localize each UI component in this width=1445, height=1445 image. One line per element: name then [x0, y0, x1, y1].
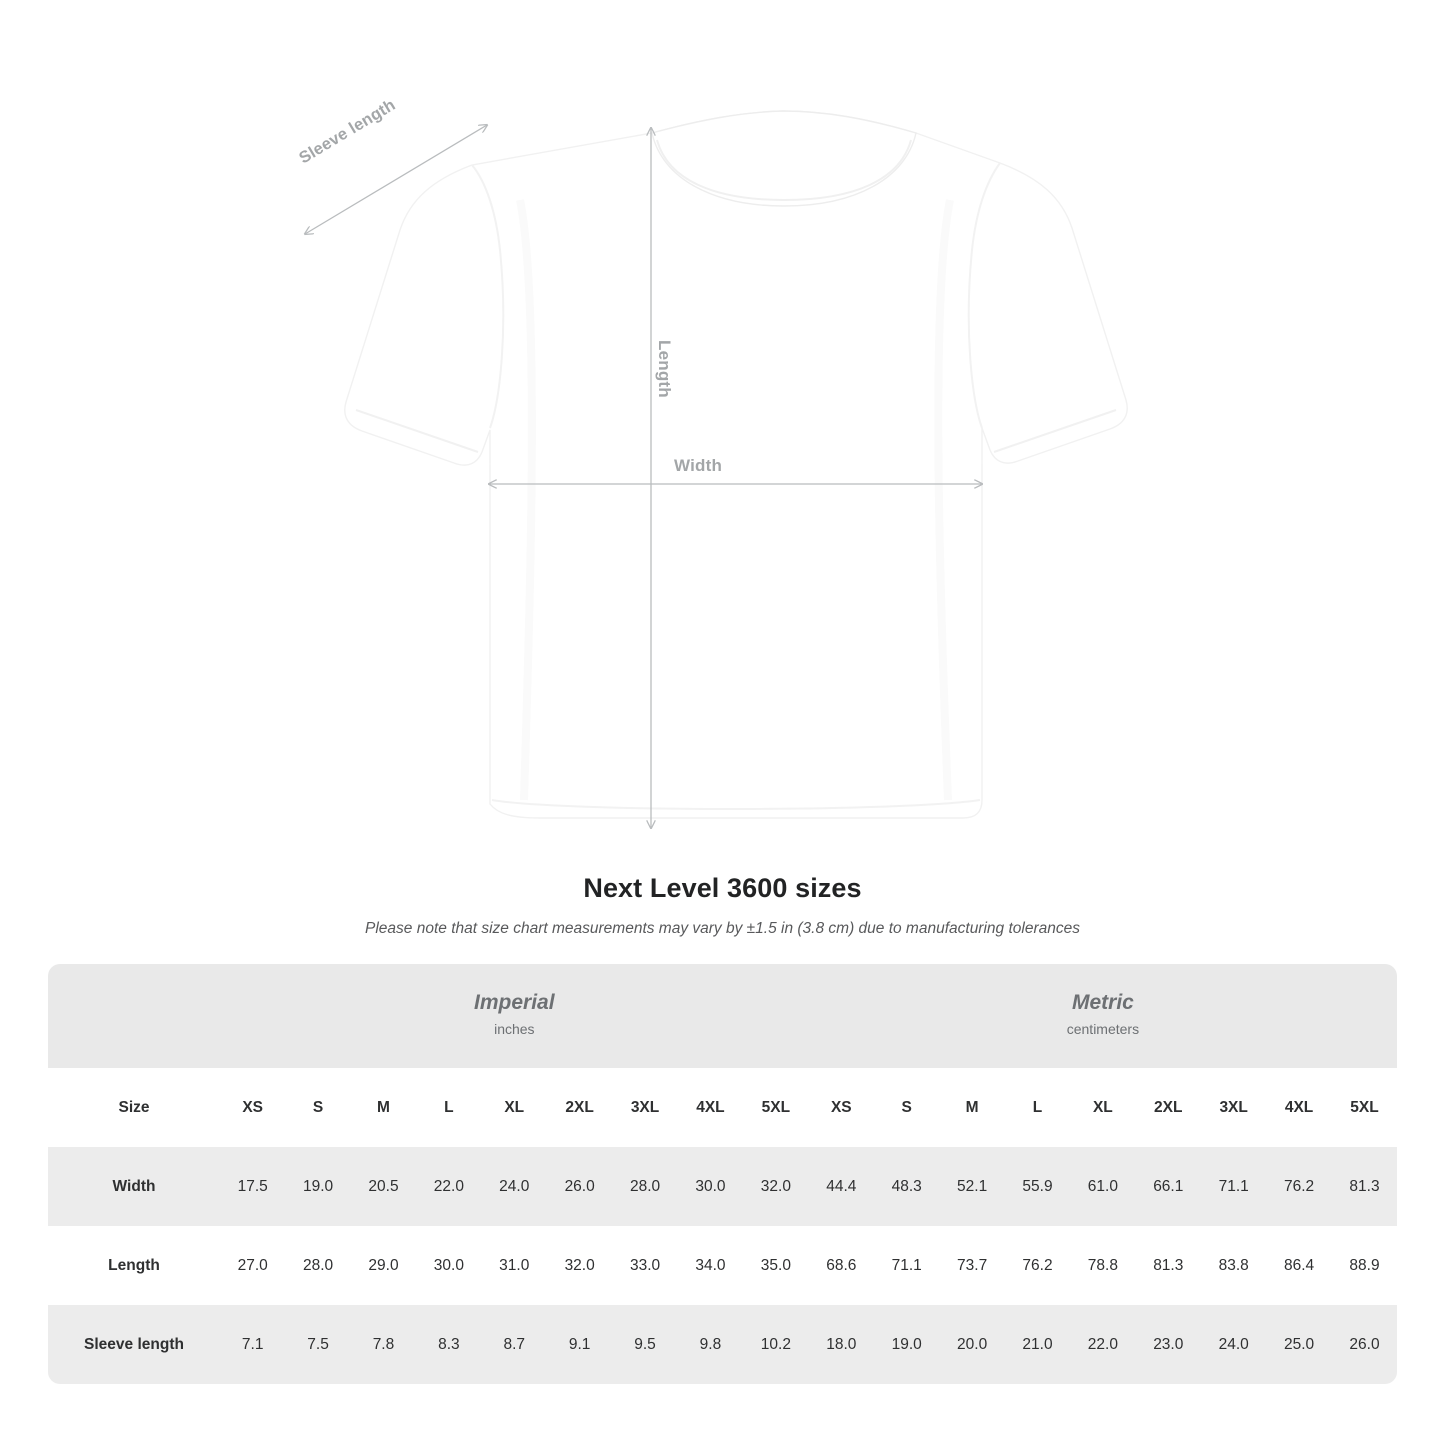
unit-corner-cell: [48, 964, 220, 1068]
cell-width-imperial-2xl: 26.0: [547, 1147, 612, 1226]
cell-width-imperial-l: 22.0: [416, 1147, 481, 1226]
size-label-cell: Size: [118, 1098, 150, 1116]
cell-length-metric-5xl: 88.9: [1332, 1226, 1397, 1305]
cell-length-imperial-m: 29.0: [351, 1226, 416, 1305]
tolerance-note: Please note that size chart measurements may vary by ±1.5 in (3.8 cm) due to manufacturing tolerances: [365, 920, 1080, 937]
cell-width-imperial-5xl: 32.0: [743, 1147, 809, 1226]
width-label: Width: [674, 456, 723, 475]
cell-sleeve-metric-s: 19.0: [874, 1305, 939, 1384]
cell-length-metric-s: 71.1: [874, 1226, 939, 1305]
size-col-imperial-s: S: [312, 1098, 324, 1116]
size-col-imperial-l: L: [444, 1098, 454, 1116]
cell-width-imperial-s: 19.0: [285, 1147, 350, 1226]
size-col-metric-xs: XS: [830, 1098, 852, 1116]
cell-sleeve-metric-2xl: 23.0: [1136, 1305, 1201, 1384]
size-col-imperial-2xl: 2XL: [565, 1098, 594, 1116]
title-block: [0, 873, 1445, 938]
cell-length-metric-3xl: 83.8: [1201, 1226, 1266, 1305]
cell-width-metric-2xl: 66.1: [1136, 1147, 1201, 1226]
cell-sleeve-imperial-xl: 8.7: [482, 1305, 547, 1384]
cell-sleeve-metric-5xl: 26.0: [1332, 1305, 1397, 1384]
cell-sleeve-imperial-s: 7.5: [285, 1305, 350, 1384]
row-label-length: Length: [48, 1226, 220, 1305]
shirt-shape: [345, 111, 1127, 818]
size-table-wrapper: [48, 964, 1397, 1384]
size-table: [48, 964, 1397, 1384]
cell-length-metric-4xl: 86.4: [1266, 1226, 1331, 1305]
cell-width-imperial-3xl: 28.0: [612, 1147, 677, 1226]
cell-width-metric-s: 48.3: [874, 1147, 939, 1226]
cell-length-imperial-s: 28.0: [285, 1226, 350, 1305]
unit-sub-imperial: inches: [494, 1020, 535, 1037]
cell-length-imperial-xs: 27.0: [220, 1226, 285, 1305]
cell-width-imperial-xs: 17.5: [220, 1147, 285, 1226]
size-col-imperial-m: M: [377, 1098, 390, 1116]
cell-sleeve-imperial-5xl: 10.2: [743, 1305, 809, 1384]
cell-length-imperial-5xl: 35.0: [743, 1226, 809, 1305]
cell-width-metric-5xl: 81.3: [1332, 1147, 1397, 1226]
cell-length-imperial-l: 30.0: [416, 1226, 481, 1305]
size-col-metric-xl: XL: [1092, 1098, 1113, 1116]
cell-sleeve-imperial-2xl: 9.1: [547, 1305, 612, 1384]
cell-width-metric-xs: 44.4: [809, 1147, 874, 1226]
cell-length-imperial-3xl: 33.0: [612, 1226, 677, 1305]
row-label-sleeve-length: Sleeve length: [48, 1305, 220, 1384]
cell-length-metric-2xl: 81.3: [1136, 1226, 1201, 1305]
unit-group-metric: [809, 964, 1397, 1068]
size-col-imperial-xl: XL: [504, 1098, 525, 1116]
size-col-imperial-xs: XS: [242, 1098, 264, 1116]
cell-sleeve-metric-l: 21.0: [1005, 1305, 1070, 1384]
cell-sleeve-imperial-xs: 7.1: [220, 1305, 285, 1384]
page-title: Next Level 3600 sizes: [583, 873, 862, 903]
cell-sleeve-imperial-l: 8.3: [416, 1305, 481, 1384]
cell-sleeve-imperial-3xl: 9.5: [612, 1305, 677, 1384]
unit-group-imperial: [220, 964, 809, 1068]
cell-sleeve-imperial-4xl: 9.8: [678, 1305, 743, 1384]
size-header-row: [48, 1068, 1397, 1147]
cell-length-imperial-2xl: 32.0: [547, 1226, 612, 1305]
cell-width-metric-m: 52.1: [939, 1147, 1004, 1226]
size-col-imperial-3xl: 3XL: [630, 1098, 660, 1116]
size-col-metric-2xl: 2XL: [1154, 1098, 1183, 1116]
cell-sleeve-imperial-m: 7.8: [351, 1305, 416, 1384]
cell-length-imperial-xl: 31.0: [482, 1226, 547, 1305]
size-col-imperial-5xl: 5XL: [761, 1098, 791, 1116]
cell-length-metric-m: 73.7: [939, 1226, 1004, 1305]
cell-sleeve-metric-4xl: 25.0: [1266, 1305, 1331, 1384]
size-col-metric-5xl: 5XL: [1350, 1098, 1379, 1116]
size-col-metric-3xl: 3XL: [1219, 1098, 1248, 1116]
length-label: Length: [655, 340, 674, 398]
table-row-length: [48, 1226, 1397, 1305]
cell-width-imperial-4xl: 30.0: [678, 1147, 743, 1226]
cell-width-metric-l: 55.9: [1005, 1147, 1070, 1226]
size-col-metric-4xl: 4XL: [1284, 1098, 1314, 1116]
cell-length-metric-xs: 68.6: [809, 1226, 874, 1305]
size-col-imperial-4xl: 4XL: [696, 1098, 725, 1116]
cell-length-imperial-4xl: 34.0: [678, 1226, 743, 1305]
cell-sleeve-metric-3xl: 24.0: [1201, 1305, 1266, 1384]
cell-sleeve-metric-xl: 22.0: [1070, 1305, 1135, 1384]
unit-header-row: [48, 964, 1397, 1068]
cell-width-metric-3xl: 71.1: [1201, 1147, 1266, 1226]
cell-width-imperial-m: 20.5: [351, 1147, 416, 1226]
cell-width-imperial-xl: 24.0: [482, 1147, 547, 1226]
cell-length-metric-xl: 78.8: [1070, 1226, 1135, 1305]
size-col-metric-m: M: [965, 1098, 979, 1116]
size-col-metric-l: L: [1032, 1098, 1043, 1116]
table-row-sleeve-length: [48, 1305, 1397, 1384]
cell-sleeve-metric-m: 20.0: [939, 1305, 1004, 1384]
size-col-metric-s: S: [901, 1098, 912, 1116]
cell-length-metric-l: 76.2: [1005, 1226, 1070, 1305]
unit-sub-metric: centimeters: [1066, 1020, 1140, 1037]
sleeve-length-label: Sleeve length: [296, 95, 399, 168]
row-label-width: Width: [48, 1147, 220, 1226]
table-row-width: [48, 1147, 1397, 1226]
cell-width-metric-xl: 61.0: [1070, 1147, 1135, 1226]
unit-name-imperial: Imperial: [474, 990, 555, 1014]
unit-name-metric: Metric: [1071, 990, 1134, 1014]
cell-width-metric-4xl: 76.2: [1266, 1147, 1331, 1226]
cell-sleeve-metric-xs: 18.0: [809, 1305, 874, 1384]
